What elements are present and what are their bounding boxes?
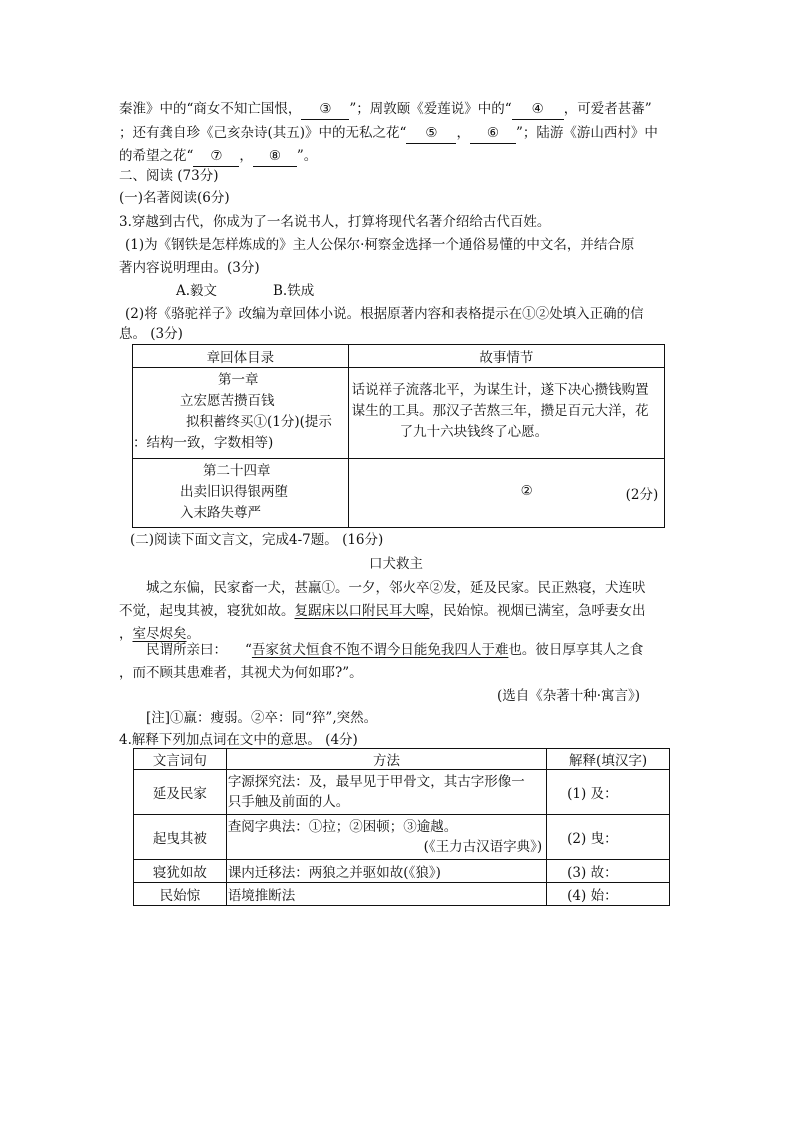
passage-line: ，而不顾其患难者，其视犬为何如耶?”。 <box>119 665 363 681</box>
poem-text: ”；陆游《游山西村》中 <box>515 125 658 141</box>
question-3-2-cont: 息。 (3分) <box>119 326 183 342</box>
chapter-line-blank-1[interactable]: 拟积蓄终买①(1分)(提示 <box>186 414 332 430</box>
method-line: (《王力古汉语字典》) <box>423 839 543 855</box>
story-line: 谋生的工具。那汉子苦熬三年，攒足百元大洋，花 <box>351 403 649 419</box>
poem-text: ，可爱者甚蕃” <box>563 101 652 117</box>
blank-7[interactable]: ⑦ <box>193 146 239 167</box>
table-header: 章回体目录 <box>133 345 349 368</box>
passage-text: 民谓所亲曰： <box>146 642 227 658</box>
chapter-line: 入末路失尊严 <box>180 505 261 521</box>
blank-3[interactable]: ③ <box>301 99 349 120</box>
table-row <box>134 770 670 815</box>
phrase-cell: 民始惊 <box>134 883 227 906</box>
score-label: (2分) <box>625 487 659 503</box>
passage-line <box>146 640 643 660</box>
passage-source: (选自《杂著十种·寓言》) <box>497 688 641 704</box>
story-line: 了九十六块钱终了心愿。 <box>399 424 549 440</box>
part1-heading: (一)名著阅读(6分) <box>119 190 230 206</box>
passage-text: 不觉，起曳其被，寝犹如故。 <box>119 603 295 619</box>
answer-cell[interactable]: (4) 始： <box>547 883 670 906</box>
method-cell: 课内迁移法：两狼之并驱如故(《狼》) <box>226 860 546 883</box>
method-line: 查阅字典法：①拉；②困顿；③逾越。 <box>227 819 458 835</box>
chapter-hint: ：结构一致，字数相等) <box>133 435 274 451</box>
poem-line-2 <box>119 123 658 144</box>
blank-5[interactable]: ⑤ <box>406 123 456 144</box>
question-3-2: (2)将《骆驼祥子》改编为章回体小说。根据原著内容和表格提示在①②处填入正确的信 <box>125 306 644 322</box>
poem-text: ”；周敦颐《爱莲说》中的“ <box>349 101 512 117</box>
passage-line: 城之东偏，民家畜一犬，甚羸①。一夕，邻火卒②发，延及民家。民正熟寝，犬连吠 <box>146 580 646 596</box>
chapter-table <box>132 344 665 528</box>
poem-line-1 <box>119 99 652 120</box>
phrase-cell: 延及民家 <box>134 770 227 815</box>
method-line: 字源探究法：及，最早见于甲骨文，其古字形像一 <box>227 774 525 790</box>
method-cell <box>226 815 546 860</box>
table-header: 故事情节 <box>348 345 664 368</box>
poem-text: 秦淮》中的“商女不知亡国恨， <box>119 101 302 117</box>
underlined-sentence: 复踞床以口附民耳大嗥 <box>294 603 430 619</box>
passage-line <box>119 601 646 621</box>
passage-text: ，民始惊。视烟已满室，急呼妻女出 <box>429 603 646 619</box>
question-3: 3.穿越到古代，你成为了一名说书人，打算将现代名著介绍给古代百姓。 <box>119 214 551 230</box>
table-row <box>134 883 670 906</box>
poem-text: 的希望之花“ <box>119 148 194 164</box>
passage-text: ， <box>119 626 133 642</box>
table-row <box>134 860 670 883</box>
story-line: 话说祥子流落北平，为谋生计，遂下决心攒钱购置 <box>351 382 649 398</box>
table-header: 方法 <box>226 749 546 770</box>
question-4: 4.解释下列加点词在文中的意思。 (4分) <box>119 732 358 748</box>
poem-line-3 <box>119 146 317 167</box>
answer-cell[interactable]: (2) 曳： <box>547 815 670 860</box>
chapter-cell <box>133 368 349 459</box>
blank-6[interactable]: ⑥ <box>470 123 516 144</box>
blank-2-marker: ② <box>520 483 533 499</box>
question-3-1-cont: 著内容说明理由。(3分) <box>119 260 260 276</box>
table-row <box>133 459 665 528</box>
chapter-number: 第一章 <box>218 372 259 388</box>
underlined-sentence: 室尽烬矣 <box>132 626 187 642</box>
poem-text: ；还有龚自珍《己亥杂诗(其五)》中的无私之花“ <box>119 125 407 141</box>
chapter-number: 第二十四章 <box>203 463 271 479</box>
chapter-line: 出卖旧识得银两堕 <box>180 484 288 500</box>
underlined-sentence: 吾家贫犬恒食不饱不谓今日能免我四人于难 <box>251 642 509 658</box>
poem-text: ， <box>456 125 470 141</box>
option-b[interactable]: B.铁成 <box>273 283 315 299</box>
table-header: 文言词句 <box>134 749 227 770</box>
part2-heading: (二)阅读下面文言文，完成4-7题。 (16分) <box>130 532 384 548</box>
passage-title: 口犬救主 <box>369 556 423 572</box>
chapter-cell <box>133 459 349 528</box>
word-table <box>133 748 670 906</box>
passage-note: [注]①羸：瘦弱。②卒：同“猝”,突然。 <box>146 710 378 726</box>
passage-text: “ <box>245 642 252 658</box>
method-cell <box>226 770 546 815</box>
poem-text: ”。 <box>296 148 318 164</box>
phrase-cell: 起曳其被 <box>134 815 227 860</box>
poem-text: ， <box>239 148 253 164</box>
phrase-cell: 寝犹如故 <box>134 860 227 883</box>
story-cell <box>348 368 664 459</box>
table-row <box>134 815 670 860</box>
answer-cell[interactable]: (3) 故： <box>547 860 670 883</box>
story-cell-blank-2[interactable] <box>348 459 664 528</box>
table-row <box>133 368 665 459</box>
blank-4[interactable]: ④ <box>512 99 564 120</box>
passage-text: 也。彼日厚享其人之食 <box>508 642 644 658</box>
table-header: 解释(填汉字) <box>547 749 670 770</box>
blank-8[interactable]: ⑧ <box>253 146 297 167</box>
option-a[interactable]: A.毅文 <box>176 283 218 299</box>
passage-text: 。 <box>186 626 200 642</box>
chapter-line: 立宏愿苦攒百钱 <box>180 393 275 409</box>
method-line: 只手触及前面的人。 <box>227 794 350 810</box>
section-title: 二、阅读 (73分) <box>119 168 219 184</box>
question-3-1: (1)为《钢铁是怎样炼成的》主人公保尔·柯察金选择一个通俗易懂的中文名，并结合原 <box>125 237 635 253</box>
answer-cell[interactable]: (1) 及： <box>547 770 670 815</box>
method-cell: 语境推断法 <box>226 883 546 906</box>
